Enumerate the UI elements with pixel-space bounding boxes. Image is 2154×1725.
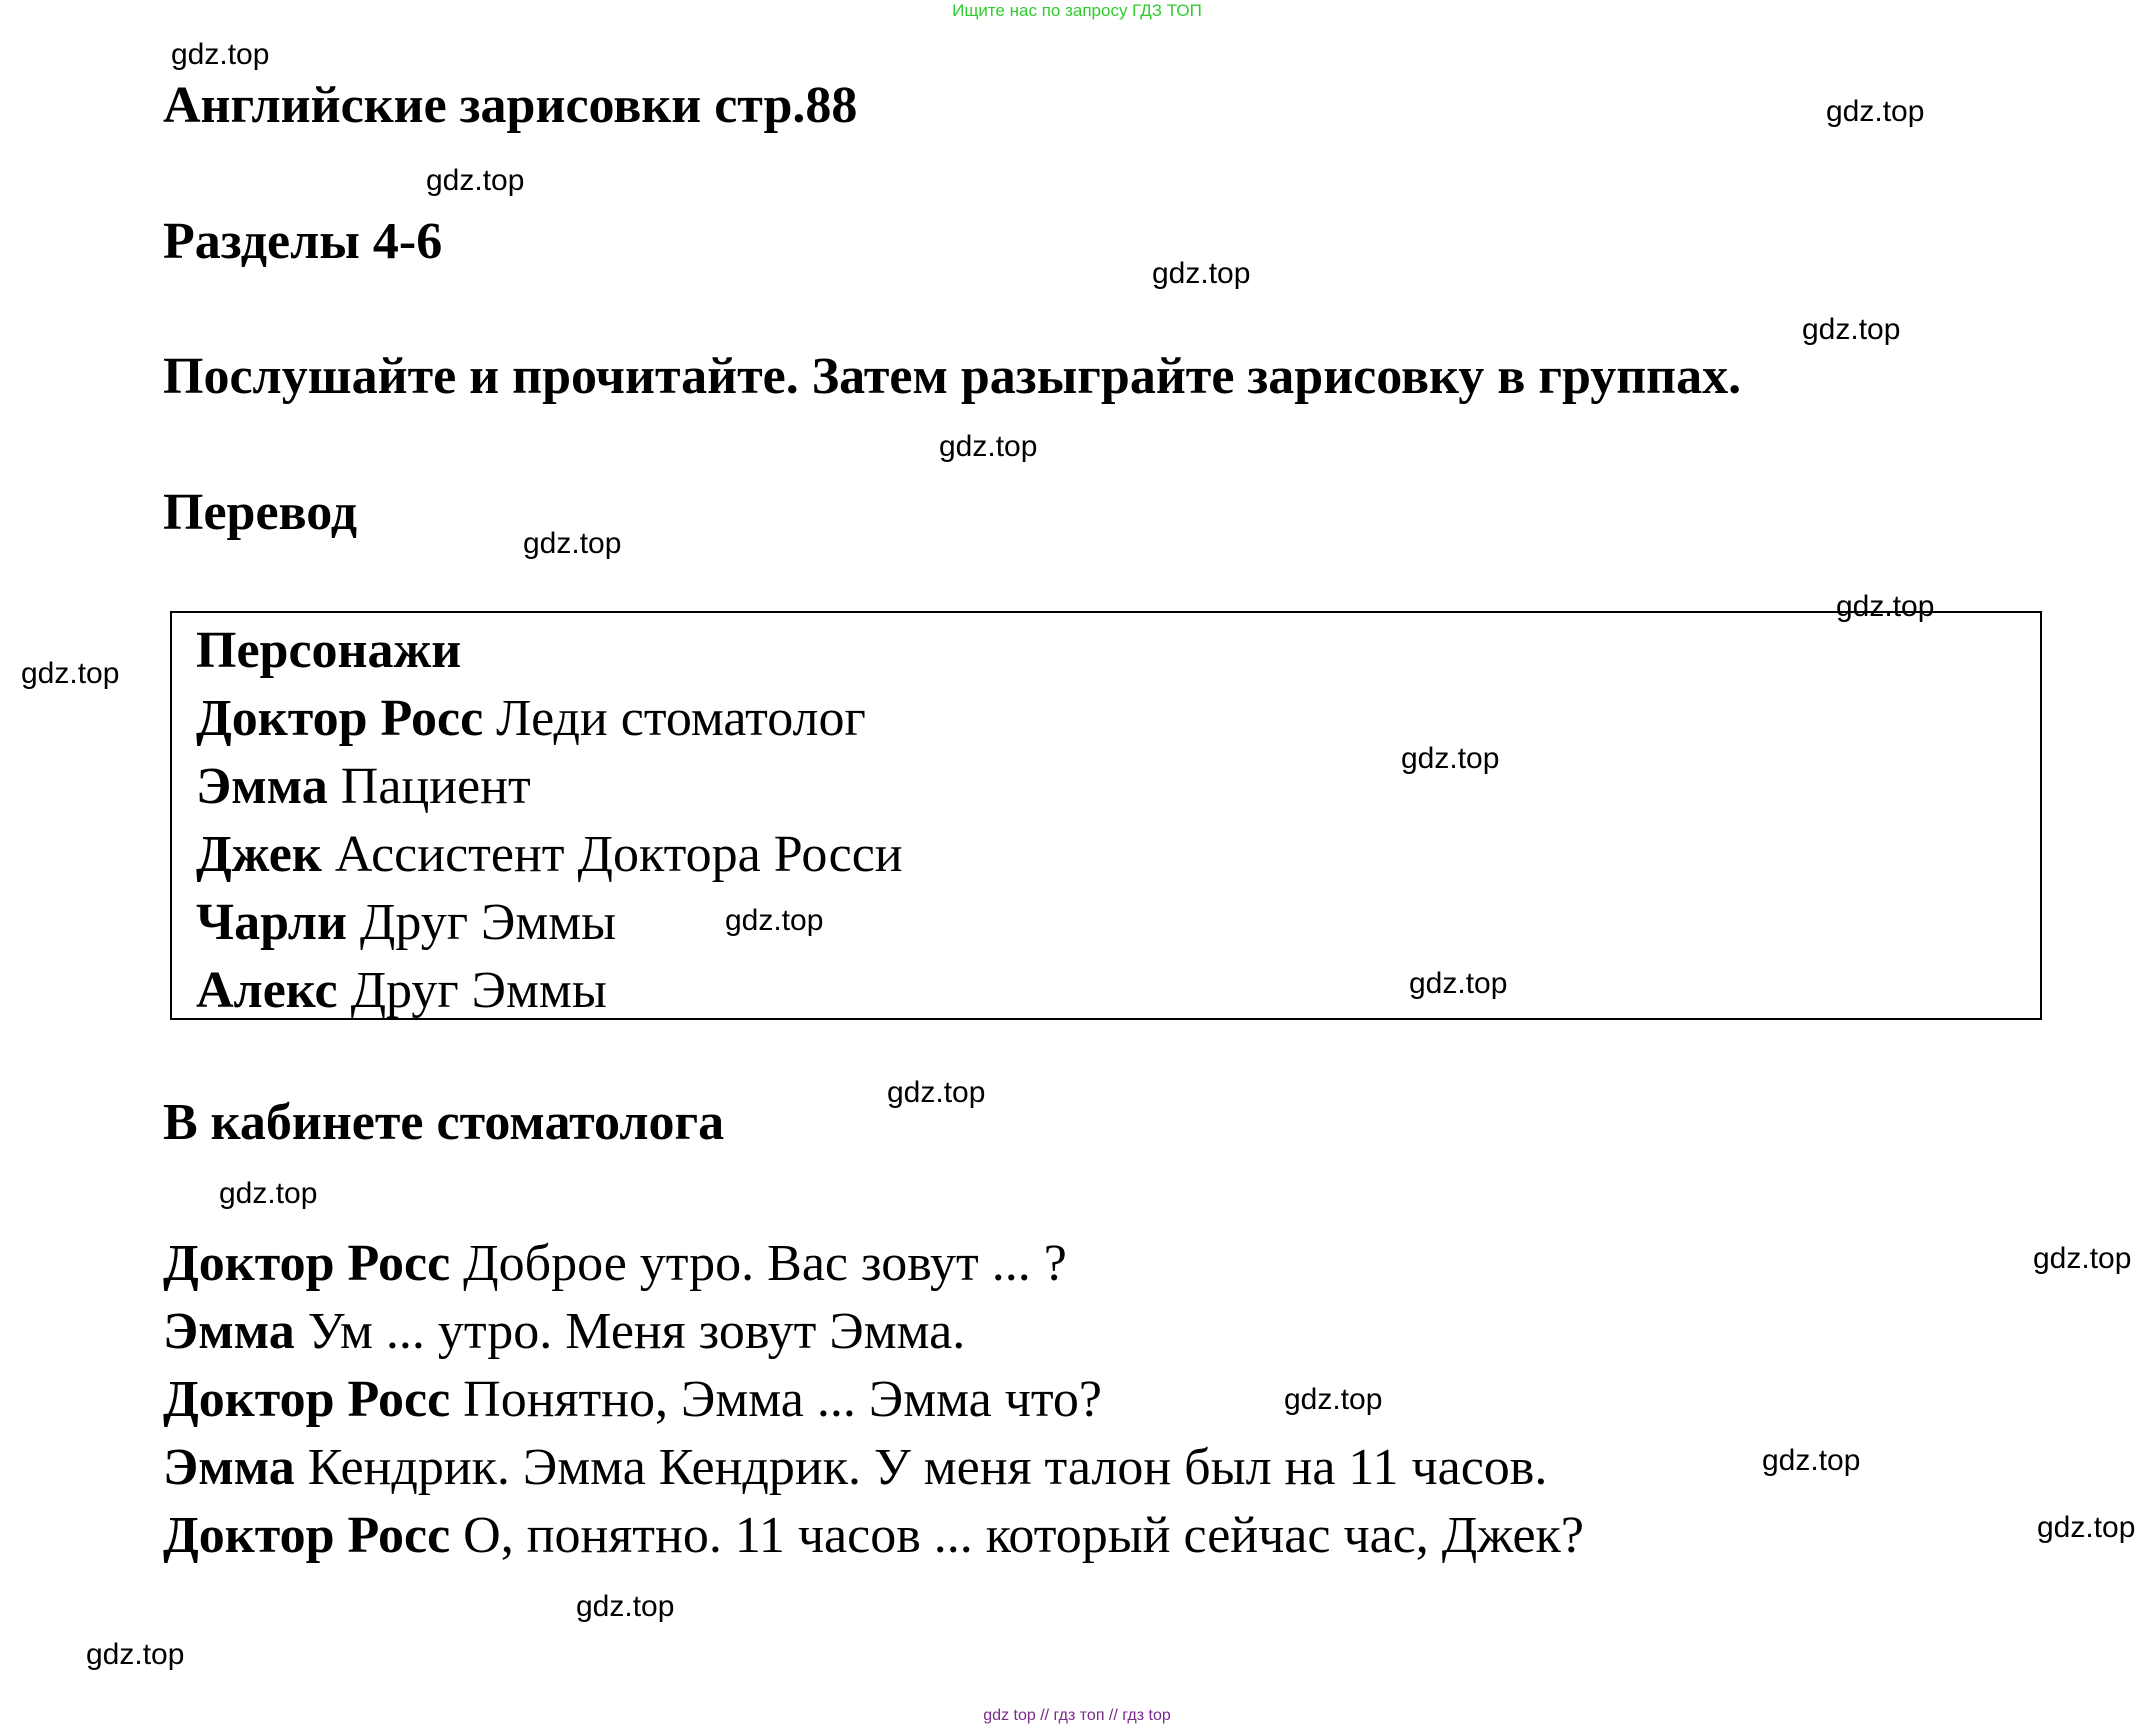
watermark: gdz.top: [21, 657, 120, 690]
watermark: gdz.top: [1284, 1383, 1383, 1416]
cast-role: Друг Эммы: [337, 962, 607, 1019]
watermark: gdz.top: [1409, 967, 1508, 1000]
instruction-text: Послушайте и прочитайте. Затем разыграйте зарисовку в группах.: [163, 348, 1742, 405]
top-banner: Ищите нас по запросу ГДЗ ТОП: [952, 1, 1202, 20]
watermark: gdz.top: [1836, 590, 1935, 623]
cast-member: [196, 825, 903, 885]
watermark: gdz.top: [576, 1590, 675, 1623]
cast-name: Джек: [196, 826, 322, 883]
watermark: gdz.top: [1401, 742, 1500, 775]
watermark: gdz.top: [725, 904, 824, 937]
cast-name: Чарли: [196, 894, 347, 951]
watermark: gdz.top: [1802, 313, 1901, 346]
page-title: Английские зарисовки стр.88: [163, 77, 858, 134]
watermark: gdz.top: [2033, 1242, 2132, 1275]
cast-role: Пациент: [327, 758, 531, 815]
cast-role: Леди стоматолог: [483, 690, 866, 747]
dialogue-speaker: Эмма: [163, 1439, 295, 1496]
dialogue-speaker: Доктор Росс: [163, 1235, 451, 1292]
dialogue-text: Ум ... утро. Меня зовут Эмма.: [294, 1303, 966, 1360]
cast-role: Ассистент Доктора Росси: [321, 826, 903, 883]
cast-member: [196, 893, 616, 953]
cast-member: [196, 689, 866, 749]
scene-title: В кабинете стоматолога: [163, 1094, 725, 1151]
watermark: gdz.top: [1152, 257, 1251, 290]
cast-name: Доктор Росс: [196, 690, 484, 747]
cast-name: Эмма: [196, 758, 328, 815]
cast-box: [170, 611, 2042, 1020]
watermark: gdz.top: [2037, 1511, 2136, 1544]
cast-member: [196, 961, 607, 1021]
dialogue-text: О, понятно. 11 часов ... который сейчас час, Джек?: [450, 1507, 1584, 1564]
watermark: gdz.top: [1826, 95, 1925, 128]
dialogue-text: Кендрик. Эмма Кендрик. У меня талон был на 11 часов.: [294, 1439, 1548, 1496]
dialogue-line: [163, 1301, 965, 1363]
section-heading: Разделы 4-6: [163, 213, 443, 270]
dialogue-speaker: Эмма: [163, 1303, 295, 1360]
translation-label: Перевод: [163, 484, 358, 541]
watermark: gdz.top: [1762, 1444, 1861, 1477]
cast-title: Персонажи: [196, 622, 462, 679]
dialogue-line: [163, 1505, 1584, 1567]
cast-member: [196, 757, 531, 817]
watermark: gdz.top: [887, 1076, 986, 1109]
dialogue-line: [163, 1437, 1547, 1499]
dialogue-line: [163, 1233, 1067, 1295]
cast-role: Друг Эммы: [346, 894, 617, 951]
dialogue-line: [163, 1369, 1102, 1431]
watermark: gdz.top: [219, 1177, 318, 1210]
cast-name: Алекс: [196, 962, 338, 1019]
dialogue-text: Доброе утро. Вас зовут ... ?: [450, 1235, 1067, 1292]
dialogue-text: Понятно, Эмма ... Эмма что?: [450, 1371, 1103, 1428]
bottom-banner: gdz top // гдз топ // гдз top: [983, 1707, 1171, 1724]
watermark: gdz.top: [86, 1638, 185, 1671]
watermark: gdz.top: [426, 164, 525, 197]
watermark: gdz.top: [939, 430, 1038, 463]
dialogue-speaker: Доктор Росс: [163, 1507, 451, 1564]
dialogue-speaker: Доктор Росс: [163, 1371, 451, 1428]
watermark: gdz.top: [171, 38, 270, 71]
watermark: gdz.top: [523, 527, 622, 560]
